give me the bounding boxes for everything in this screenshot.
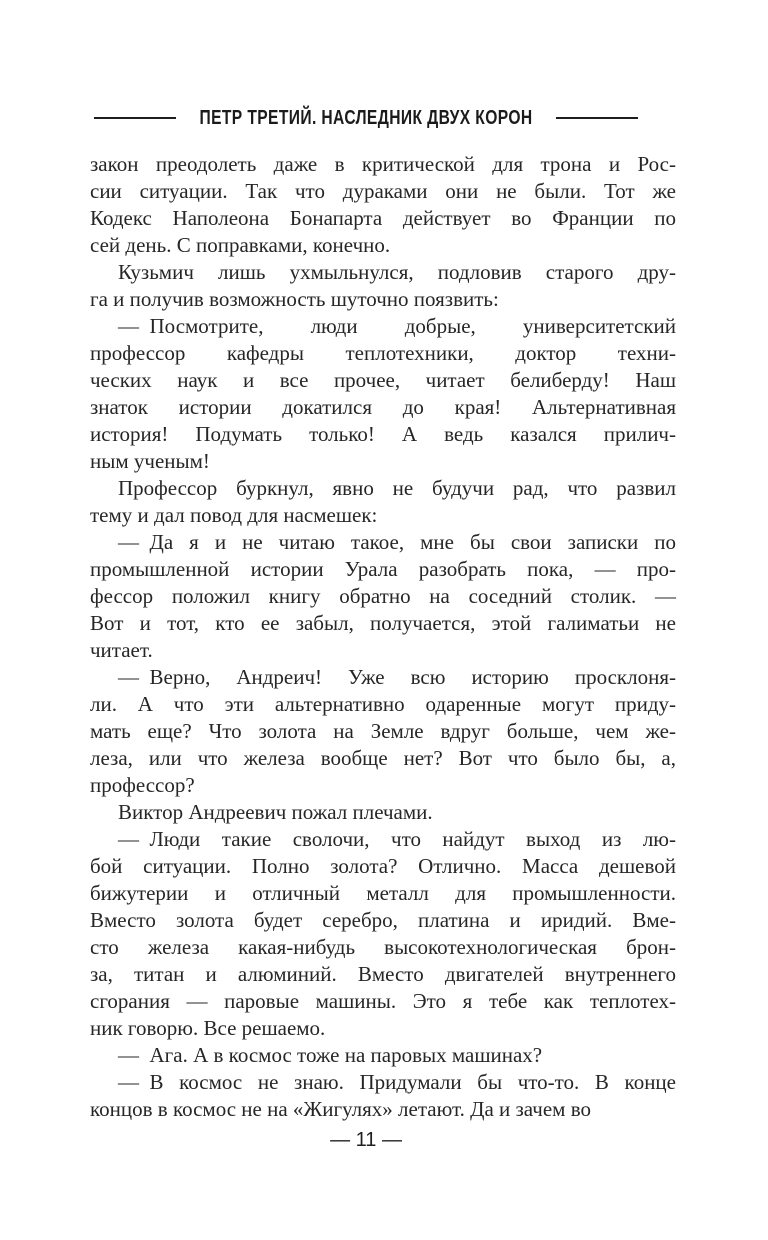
paragraph: [90, 529, 676, 664]
text-line: концов в космос не на «Жигулях» летают. Да и зачем во: [90, 1097, 591, 1121]
text-line: ли. А что эти альтернативно одаренные могут приду-: [90, 692, 676, 716]
text-line: Профессор буркнул, явно не будучи рад, что развил: [118, 476, 676, 500]
paragraph: [90, 826, 676, 1042]
paragraph: [90, 259, 676, 313]
text-line: знаток истории докатился до края! Альтернативная: [90, 395, 676, 419]
book-title: ПЕТР ТРЕТИЙ. НАСЛЕДНИК ДВУХ КОРОН: [199, 107, 533, 129]
text-line: история! Подумать только! А ведь казался прилич-: [90, 422, 676, 446]
text-line: сии ситуации. Так что дураками они не были. Тот же: [90, 179, 676, 203]
paragraph: [90, 1069, 676, 1123]
paragraph: [90, 475, 676, 529]
text-line: мать еще? Что золота на Земле вдруг больше, чем же-: [90, 719, 676, 743]
text-line: га и получив возможность шуточно поязвить:: [90, 287, 499, 311]
text-line: — Ага. А в космос тоже на паровых машинах?: [118, 1043, 543, 1067]
paragraph: [90, 151, 676, 259]
text-line: закон преодолеть даже в критической для трона и Рос-: [90, 152, 676, 176]
text-line: сей день. С поправками, конечно.: [90, 233, 391, 257]
text-line: читает.: [90, 638, 153, 662]
text-line: ным ученым!: [90, 449, 210, 473]
text-line: бой ситуации. Полно золота? Отлично. Масса дешевой: [90, 854, 676, 878]
page-number: — 11 —: [330, 1129, 402, 1151]
paragraph: [90, 1042, 676, 1069]
text-line: промышленной истории Урала разобрать пока, — про-: [90, 557, 676, 581]
text-line: тему и дал повод для насмешек:: [90, 503, 378, 527]
text-line: фессор положил книгу обратно на соседний столик. —: [90, 584, 676, 608]
text-line: сто железа какая-нибудь высокотехнологическая брон-: [90, 935, 676, 959]
header-rule-right: [556, 117, 638, 119]
running-header: [90, 105, 642, 131]
text-line: Кодекс Наполеона Бонапарта действует во Франции по: [90, 206, 676, 230]
text-line: сгорания — паровые машины. Это я тебе как теплотех-: [90, 989, 676, 1013]
text-line: — Люди такие сволочи, что найдут выход из лю-: [118, 827, 676, 851]
text-line: — В космос не знаю. Придумали бы что-то. В конце: [118, 1070, 676, 1094]
text-line: — Верно, Андреич! Уже всю историю просклоня-: [118, 665, 676, 689]
page-footer: [90, 1128, 642, 1152]
paragraph: [90, 799, 676, 826]
text-line: Виктор Андреевич пожал плечами.: [118, 800, 433, 824]
text-line: ник говорю. Все решаемо.: [90, 1016, 326, 1040]
text-block: [90, 151, 676, 1123]
text-line: — Да я и не читаю такое, мне бы свои записки по: [118, 530, 676, 554]
text-line: леза, или что железа вообще нет? Вот что было бы, а,: [90, 746, 676, 770]
text-line: бижутерии и отличный металл для промышленности.: [90, 881, 676, 905]
text-line: профессор кафедры теплотехники, доктор техни-: [90, 341, 676, 365]
text-line: Вместо золота будет серебро, платина и иридий. Вме-: [90, 908, 676, 932]
text-line: Кузьмич лишь ухмыльнулся, подловив старого дру-: [118, 260, 676, 284]
text-line: — Посмотрите, люди добрые, университетский: [118, 314, 676, 338]
text-line: ческих наук и все прочее, читает белиберду! Наш: [90, 368, 676, 392]
paragraph: [90, 313, 676, 475]
text-line: Вот и тот, кто ее забыл, получается, этой галиматьи не: [90, 611, 676, 635]
text-line: профессор?: [90, 773, 195, 797]
text-line: за, титан и алюминий. Вместо двигателей внутреннего: [90, 962, 676, 986]
paragraph: [90, 664, 676, 799]
